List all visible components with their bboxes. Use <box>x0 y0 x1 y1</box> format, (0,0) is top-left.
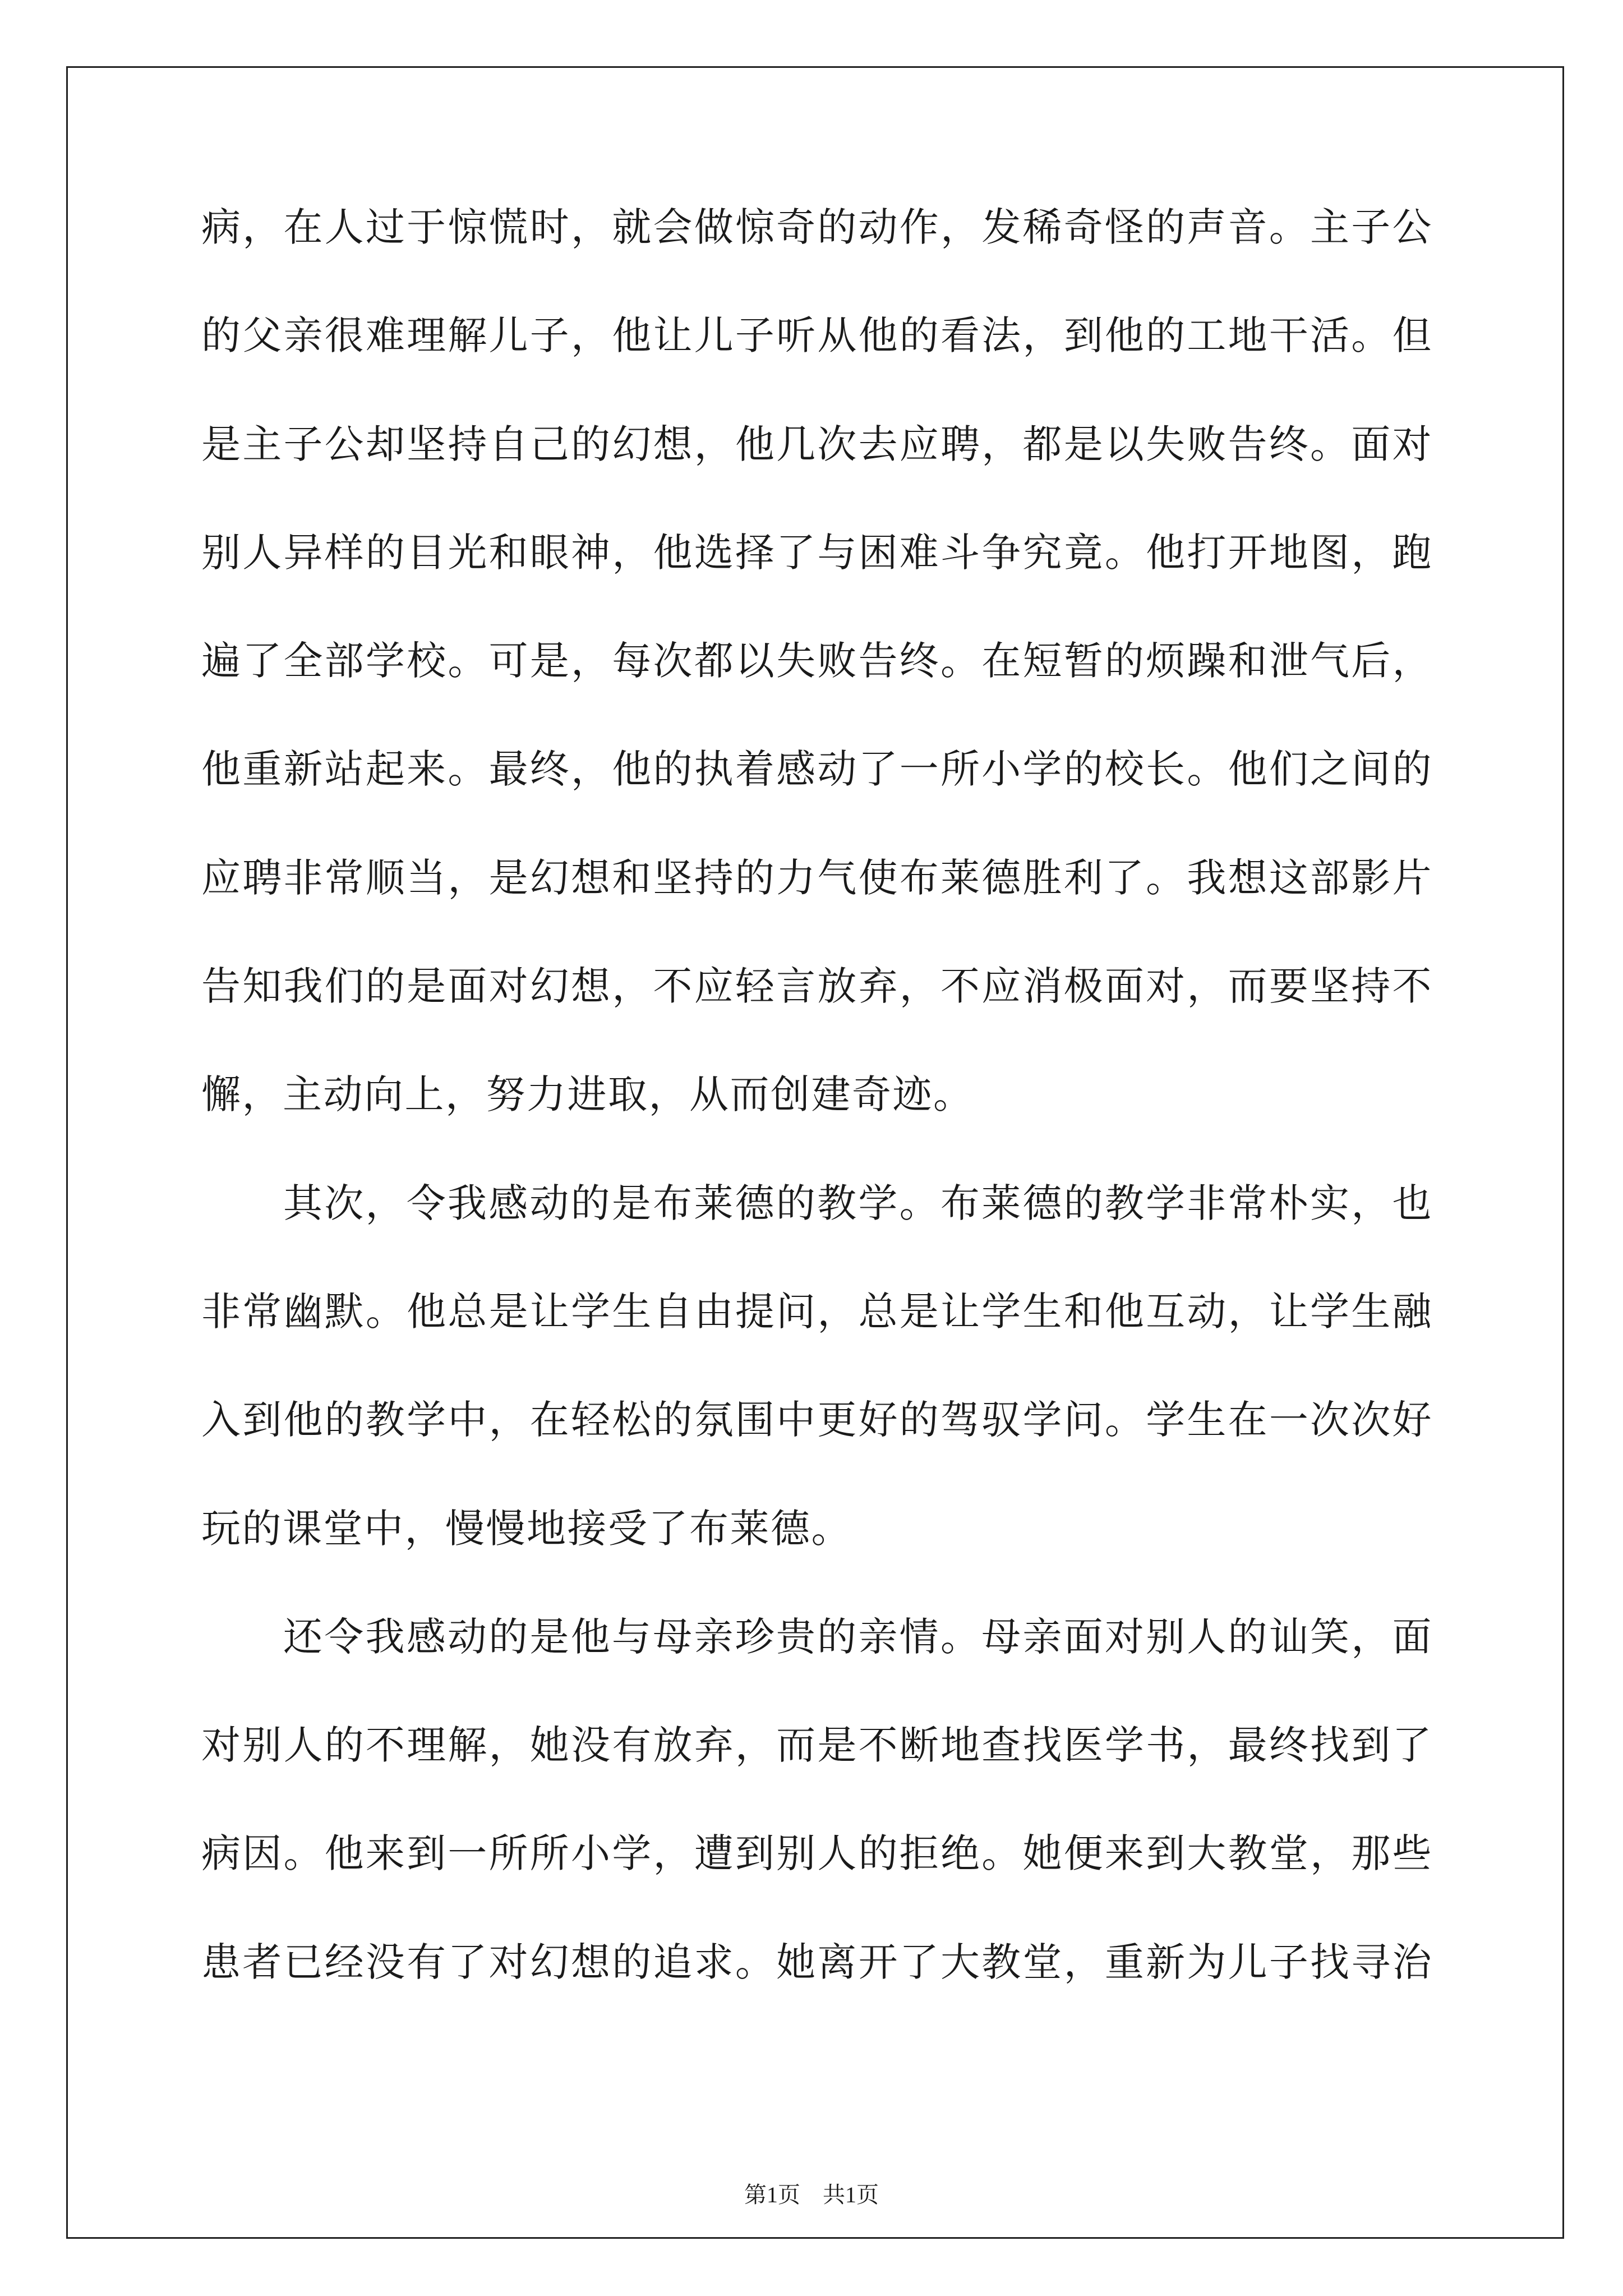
text-line: 对别人的不理解，她没有放弃，而是不断地查找医学书，最终找到了 <box>201 1722 1433 1769</box>
text-line: 是主子公却坚持自己的幻想，他几次去应聘，都是以失败告终。面对 <box>201 421 1433 467</box>
text-line: 懈，主动向上，努力进取，从而创建奇迹。 <box>201 1071 974 1118</box>
paragraph <box>201 1149 1433 1583</box>
text-line: 应聘非常顺当，是幻想和坚持的力气使布莱德胜利了。我想这部影片 <box>201 854 1433 901</box>
paragraph <box>201 1583 1433 2017</box>
text-line: 患者已经没有了对幻想的追求。她离开了大教堂，重新为儿子找寻治 <box>201 1939 1433 1985</box>
text-line: 的父亲很难理解儿子，他让儿子听从他的看法，到他的工地干活。但 <box>201 312 1433 359</box>
paragraph <box>201 173 1433 1149</box>
text-line: 非常幽默。他总是让学生自由提问，总是让学生和他互动，让学生融 <box>201 1288 1433 1335</box>
text-line: 其次，令我感动的是布莱德的教学。布莱德的教学非常朴实，也 <box>283 1180 1433 1226</box>
text-line: 他重新站起来。最终，他的执着感动了一所小学的校长。他们之间的 <box>201 746 1433 793</box>
document-body <box>201 173 1433 2017</box>
text-line: 病因。他来到一所所小学，遭到别人的拒绝。她便来到大教堂，那些 <box>201 1830 1433 1877</box>
text-line: 入到他的教学中，在轻松的氛围中更好的驾驭学问。学生在一次次好 <box>201 1397 1433 1443</box>
text-line: 玩的课堂中，慢慢地接受了布莱德。 <box>201 1505 852 1552</box>
text-line: 别人异样的目光和眼神，他选择了与困难斗争究竟。他打开地图，跑 <box>201 529 1433 576</box>
text-line: 病，在人过于惊慌时，就会做惊奇的动作，发稀奇怪的声音。主子公 <box>201 204 1433 250</box>
text-line: 告知我们的是面对幻想，不应轻言放弃，不应消极面对，而要坚持不 <box>201 963 1433 1010</box>
text-line: 还令我感动的是他与母亲珍贵的亲情。母亲面对别人的讪笑，面 <box>283 1613 1433 1660</box>
text-line: 遍了全部学校。可是，每次都以失败告终。在短暂的烦躁和泄气后， <box>201 638 1433 684</box>
page-number-footer: 第1页 共1页 <box>744 2182 879 2207</box>
